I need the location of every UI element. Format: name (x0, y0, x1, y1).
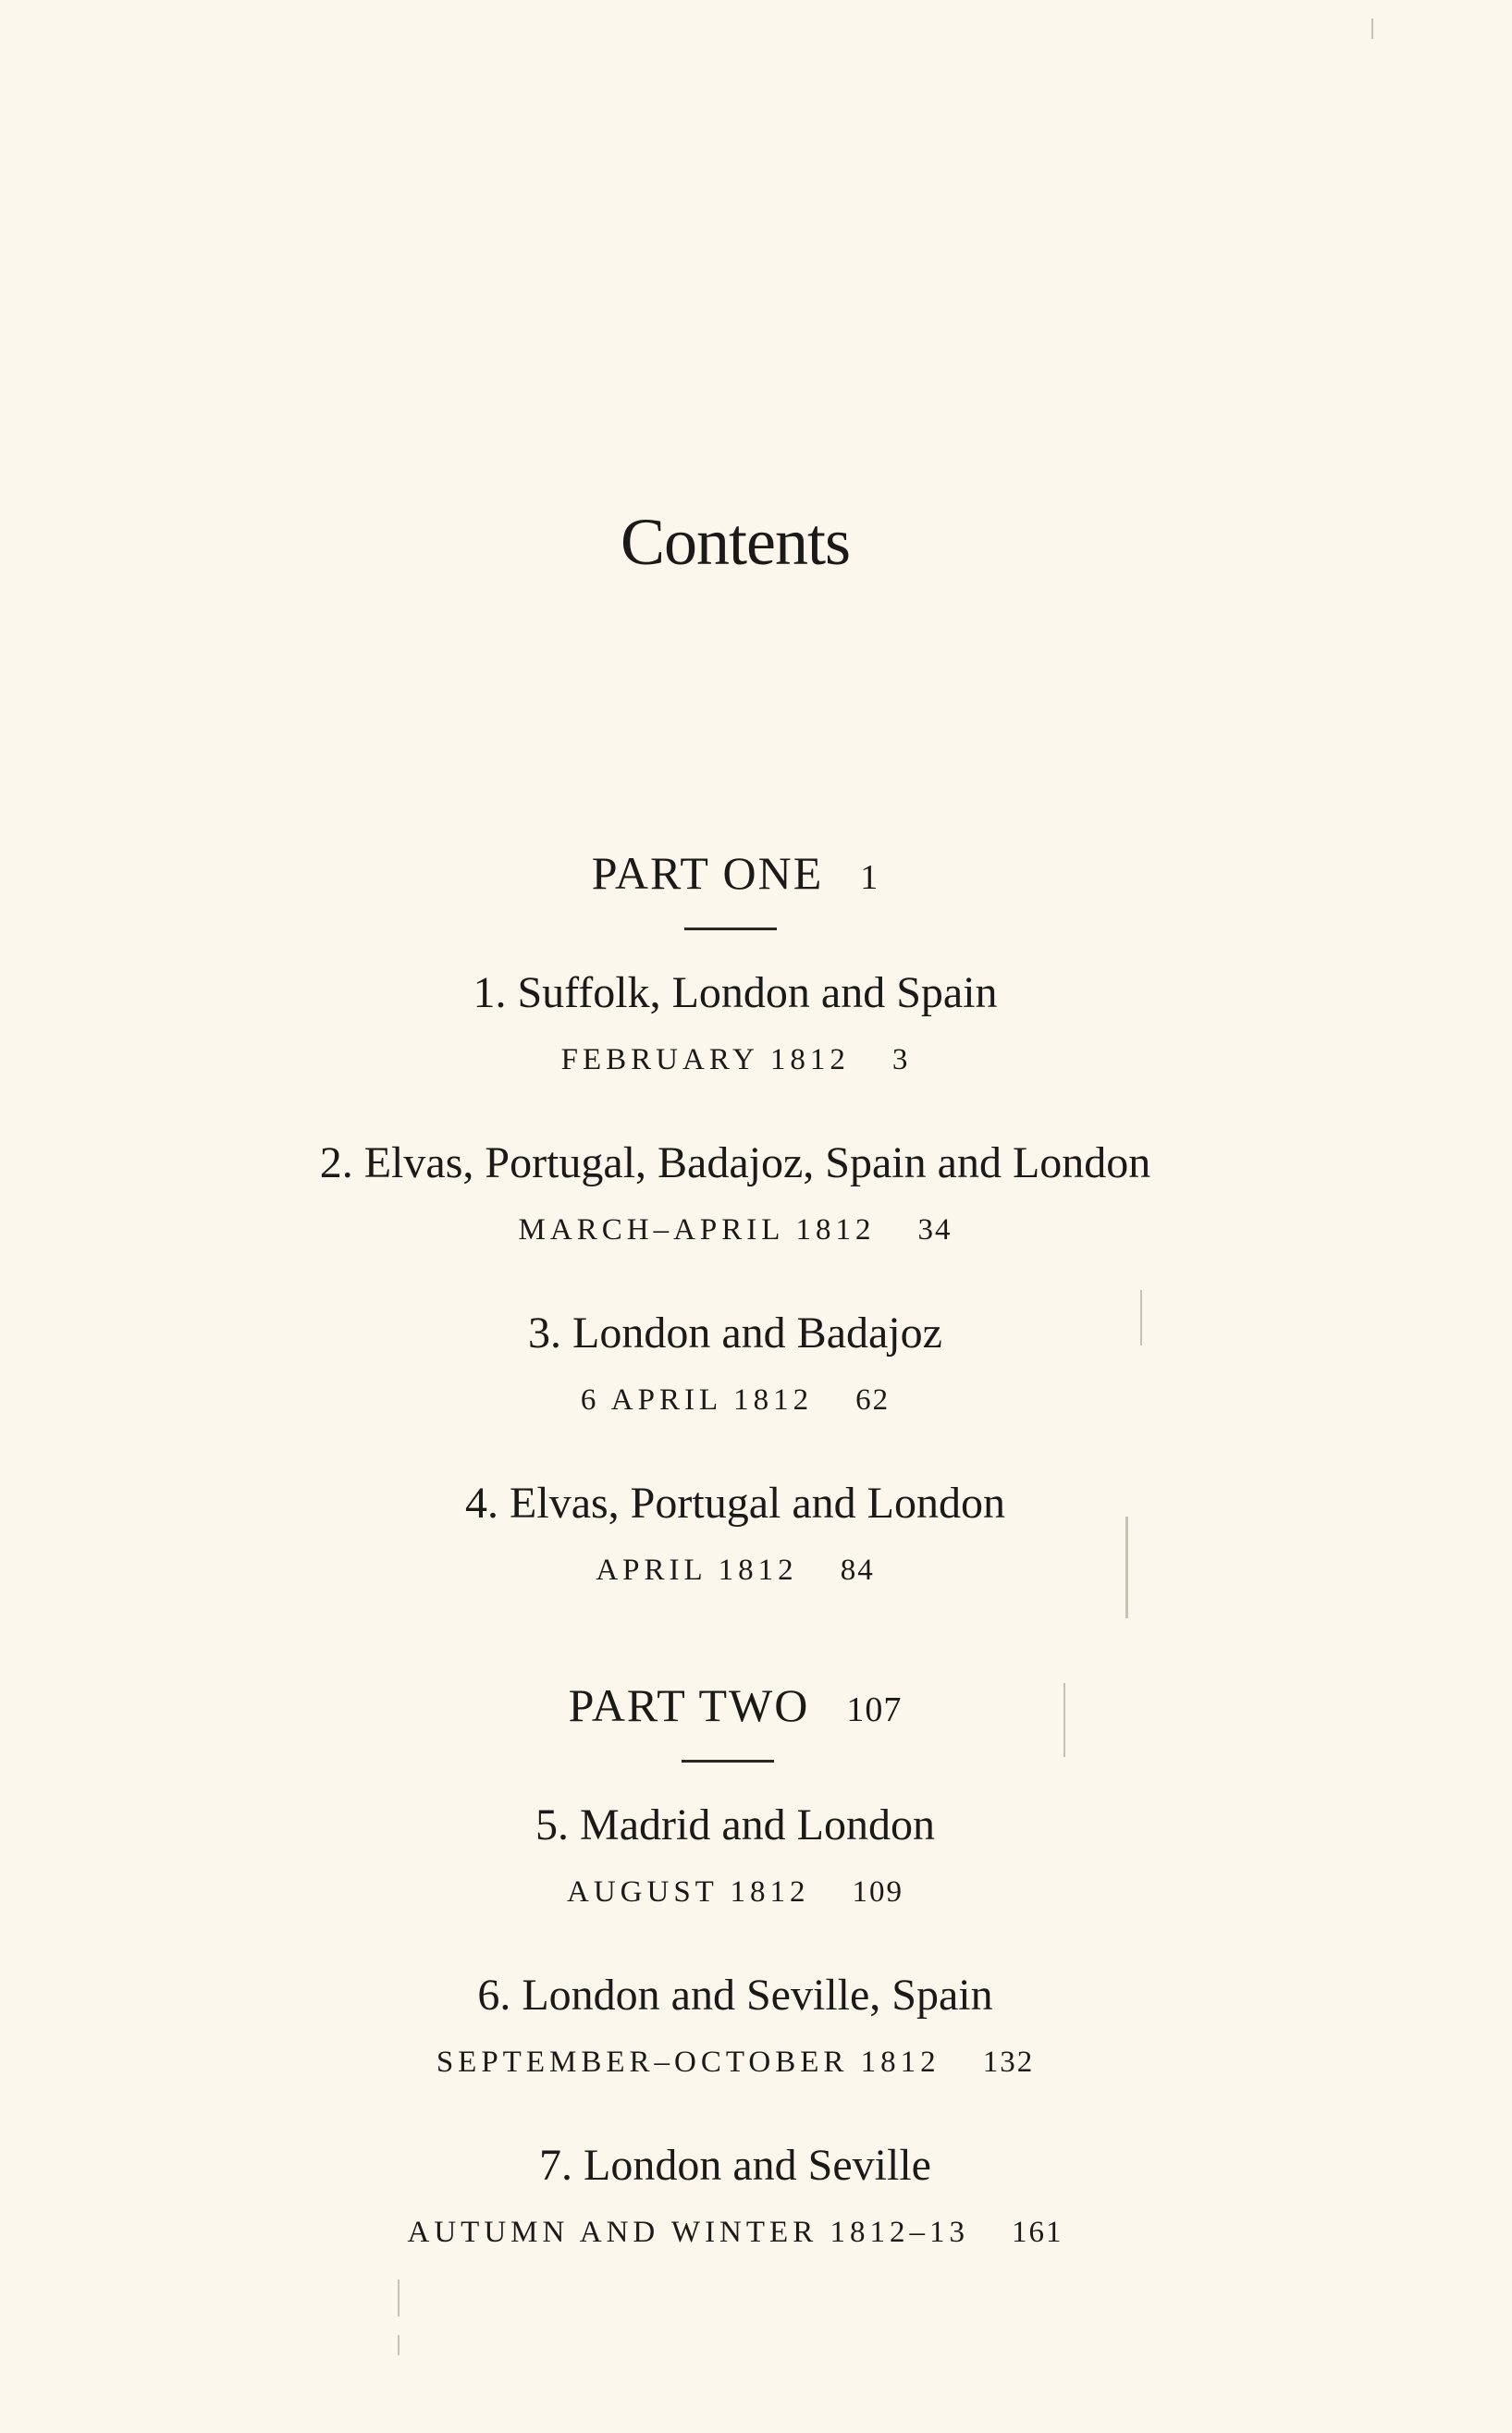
chapter-date-line (0, 1383, 1470, 1418)
chapter-date: SEPTEMBER–OCTOBER 1812 (436, 2046, 940, 2079)
chapter-title: 4. Elvas, Portugal and London (465, 1479, 1005, 1528)
chapter-date: AUGUST 1812 (567, 1875, 810, 1909)
chapter-title: 3. London and Badajoz (528, 1309, 942, 1358)
chapter-page-number: 84 (840, 1554, 875, 1587)
part-heading (0, 846, 1470, 900)
chapter-date: FEBRUARY 1812 (560, 1043, 850, 1076)
chapter-date: 6 APRIL 1812 (580, 1383, 814, 1417)
scan-speck (398, 2335, 400, 2355)
chapter-page-number: 109 (852, 1875, 904, 1909)
chapter-date-line (0, 1554, 1470, 1588)
chapter-title: 7. London and Seville (539, 2141, 931, 2190)
chapter-title: 1. Suffolk, London and Spain (473, 968, 998, 1017)
chapter-title: 6. London and Seville, Spain (477, 1971, 993, 2020)
part-divider (682, 1760, 774, 1763)
chapter-page-number: 3 (891, 1043, 910, 1076)
part-heading (0, 1678, 1470, 1732)
chapter-date-line (0, 2216, 1470, 2250)
part-page-number: 107 (846, 1690, 903, 1729)
chapter-date-line (0, 1213, 1470, 1247)
chapter-date-line (0, 1043, 1470, 1077)
part-page-number: 1 (860, 858, 879, 897)
chapter-date: MARCH–APRIL 1812 (518, 1213, 876, 1247)
chapter-page-number: 161 (1011, 2216, 1063, 2249)
chapter-page-number: 62 (855, 1383, 891, 1417)
chapter-page-number: 34 (917, 1213, 953, 1247)
chapter-title: 5. Madrid and London (535, 1800, 935, 1849)
chapter-page-number: 132 (982, 2046, 1035, 2079)
scan-speck (1371, 18, 1373, 39)
chapter-date-line (0, 1875, 1470, 1910)
part-label: PART ONE (591, 847, 824, 899)
chapter-title: 2. Elvas, Portugal, Badajoz, Spain and London (319, 1138, 1151, 1187)
page-title: Contents (620, 505, 850, 579)
chapter-date: AUTUMN AND WINTER 1812–13 (407, 2216, 969, 2249)
chapter-date: APRIL 1812 (596, 1554, 798, 1587)
chapter-date-line (0, 2046, 1470, 2080)
part-divider (684, 928, 777, 930)
scan-speck (398, 2279, 400, 2316)
part-label: PART TWO (568, 1679, 810, 1731)
